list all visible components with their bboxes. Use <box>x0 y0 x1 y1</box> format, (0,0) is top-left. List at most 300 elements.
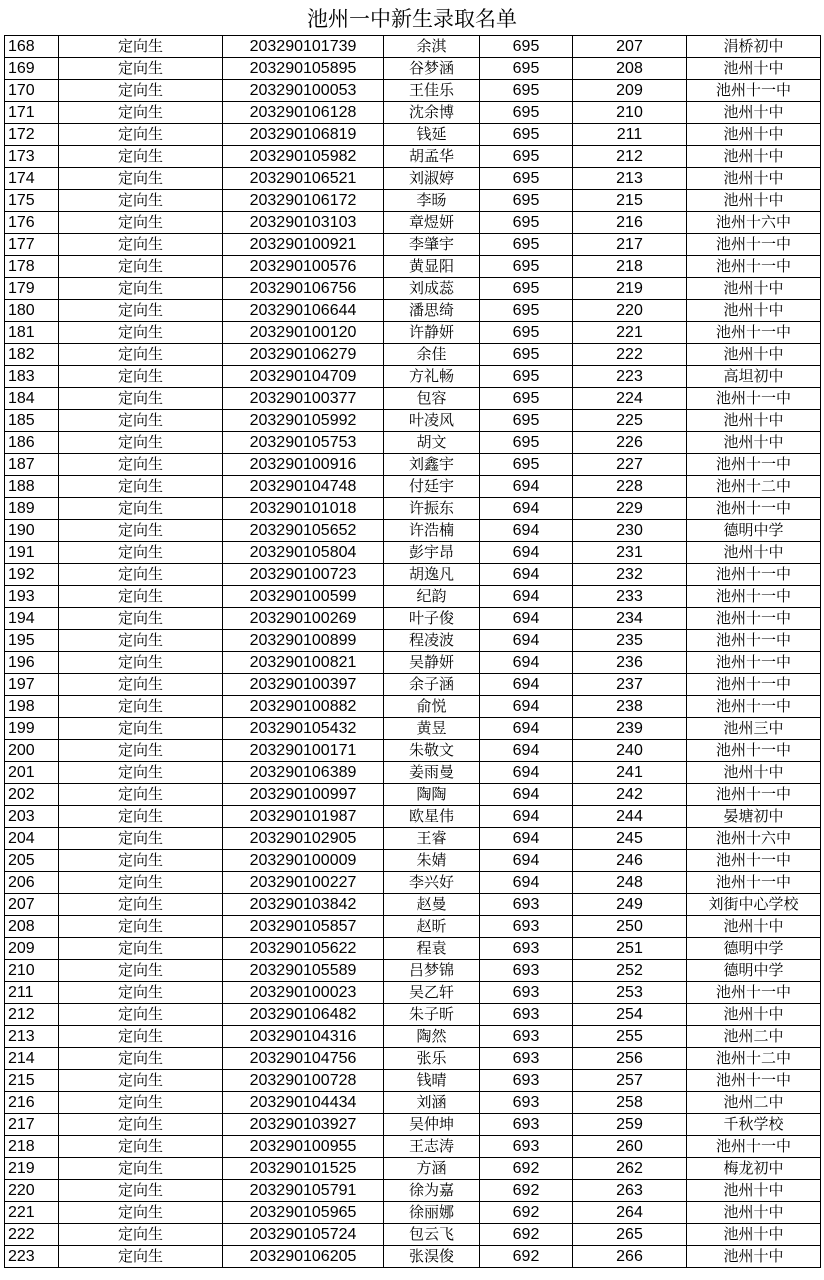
exam-number-cell: 203290106128 <box>223 102 384 124</box>
rank-cell: 245 <box>573 828 687 850</box>
school-cell: 高坦初中 <box>687 366 821 388</box>
student-name-cell: 程凌波 <box>384 630 480 652</box>
admission-table <box>4 35 821 1268</box>
score-cell: 692 <box>480 1246 573 1268</box>
admission-type-cell: 定向生 <box>59 278 223 300</box>
row-index-cell: 206 <box>5 872 59 894</box>
exam-number-cell: 203290103103 <box>223 212 384 234</box>
admission-type-cell: 定向生 <box>59 190 223 212</box>
table-row <box>5 168 821 190</box>
table-row <box>5 256 821 278</box>
table-row <box>5 454 821 476</box>
school-cell: 池州十中 <box>687 190 821 212</box>
school-cell: 池州二中 <box>687 1026 821 1048</box>
school-cell: 晏塘初中 <box>687 806 821 828</box>
rank-cell: 250 <box>573 916 687 938</box>
rank-cell: 255 <box>573 1026 687 1048</box>
student-name-cell: 包云飞 <box>384 1224 480 1246</box>
school-cell: 池州十一中 <box>687 322 821 344</box>
exam-number-cell: 203290105895 <box>223 58 384 80</box>
exam-number-cell: 203290106389 <box>223 762 384 784</box>
row-index-cell: 212 <box>5 1004 59 1026</box>
table-row <box>5 850 821 872</box>
exam-number-cell: 203290102905 <box>223 828 384 850</box>
table-row <box>5 80 821 102</box>
exam-number-cell: 203290106172 <box>223 190 384 212</box>
student-name-cell: 余淇 <box>384 36 480 58</box>
score-cell: 694 <box>480 784 573 806</box>
rank-cell: 207 <box>573 36 687 58</box>
exam-number-cell: 203290106756 <box>223 278 384 300</box>
row-index-cell: 185 <box>5 410 59 432</box>
rank-cell: 252 <box>573 960 687 982</box>
row-index-cell: 170 <box>5 80 59 102</box>
score-cell: 695 <box>480 388 573 410</box>
school-cell: 池州十中 <box>687 410 821 432</box>
student-name-cell: 王志涛 <box>384 1136 480 1158</box>
row-index-cell: 196 <box>5 652 59 674</box>
admission-type-cell: 定向生 <box>59 1114 223 1136</box>
rank-cell: 239 <box>573 718 687 740</box>
row-index-cell: 203 <box>5 806 59 828</box>
student-name-cell: 朱子昕 <box>384 1004 480 1026</box>
row-index-cell: 200 <box>5 740 59 762</box>
score-cell: 694 <box>480 630 573 652</box>
school-cell: 池州十一中 <box>687 740 821 762</box>
row-index-cell: 222 <box>5 1224 59 1246</box>
exam-number-cell: 203290104316 <box>223 1026 384 1048</box>
rank-cell: 263 <box>573 1180 687 1202</box>
score-cell: 693 <box>480 960 573 982</box>
rank-cell: 228 <box>573 476 687 498</box>
student-name-cell: 徐丽娜 <box>384 1202 480 1224</box>
exam-number-cell: 203290100997 <box>223 784 384 806</box>
student-name-cell: 俞悦 <box>384 696 480 718</box>
rank-cell: 235 <box>573 630 687 652</box>
school-cell: 池州十中 <box>687 344 821 366</box>
student-name-cell: 许浩楠 <box>384 520 480 542</box>
table-row <box>5 1136 821 1158</box>
admission-type-cell: 定向生 <box>59 674 223 696</box>
student-name-cell: 吴静妍 <box>384 652 480 674</box>
admission-type-cell: 定向生 <box>59 388 223 410</box>
score-cell: 695 <box>480 256 573 278</box>
school-cell: 梅龙初中 <box>687 1158 821 1180</box>
school-cell: 池州十中 <box>687 762 821 784</box>
exam-number-cell: 203290100377 <box>223 388 384 410</box>
table-body <box>5 36 821 1268</box>
row-index-cell: 188 <box>5 476 59 498</box>
exam-number-cell: 203290103842 <box>223 894 384 916</box>
exam-number-cell: 203290100599 <box>223 586 384 608</box>
rank-cell: 227 <box>573 454 687 476</box>
row-index-cell: 171 <box>5 102 59 124</box>
row-index-cell: 178 <box>5 256 59 278</box>
table-row <box>5 410 821 432</box>
rank-cell: 238 <box>573 696 687 718</box>
student-name-cell: 潘思绮 <box>384 300 480 322</box>
row-index-cell: 183 <box>5 366 59 388</box>
school-cell: 刘街中心学校 <box>687 894 821 916</box>
row-index-cell: 175 <box>5 190 59 212</box>
exam-number-cell: 203290106521 <box>223 168 384 190</box>
student-name-cell: 叶子俊 <box>384 608 480 630</box>
exam-number-cell: 203290106819 <box>223 124 384 146</box>
student-name-cell: 程袁 <box>384 938 480 960</box>
row-index-cell: 168 <box>5 36 59 58</box>
rank-cell: 254 <box>573 1004 687 1026</box>
student-name-cell: 胡逸凡 <box>384 564 480 586</box>
table-row <box>5 1114 821 1136</box>
exam-number-cell: 203290105804 <box>223 542 384 564</box>
score-cell: 694 <box>480 608 573 630</box>
exam-number-cell: 203290100821 <box>223 652 384 674</box>
rank-cell: 244 <box>573 806 687 828</box>
admission-type-cell: 定向生 <box>59 652 223 674</box>
exam-number-cell: 203290105982 <box>223 146 384 168</box>
school-cell: 池州十一中 <box>687 982 821 1004</box>
table-row <box>5 102 821 124</box>
score-cell: 694 <box>480 806 573 828</box>
rank-cell: 219 <box>573 278 687 300</box>
table-row <box>5 542 821 564</box>
exam-number-cell: 203290106644 <box>223 300 384 322</box>
student-name-cell: 王佳乐 <box>384 80 480 102</box>
score-cell: 692 <box>480 1158 573 1180</box>
row-index-cell: 216 <box>5 1092 59 1114</box>
admission-type-cell: 定向生 <box>59 80 223 102</box>
rank-cell: 224 <box>573 388 687 410</box>
table-row <box>5 630 821 652</box>
rank-cell: 225 <box>573 410 687 432</box>
score-cell: 692 <box>480 1202 573 1224</box>
school-cell: 池州十一中 <box>687 630 821 652</box>
table-row <box>5 696 821 718</box>
score-cell: 695 <box>480 366 573 388</box>
rank-cell: 266 <box>573 1246 687 1268</box>
school-cell: 池州十中 <box>687 58 821 80</box>
school-cell: 池州三中 <box>687 718 821 740</box>
exam-number-cell: 203290105622 <box>223 938 384 960</box>
row-index-cell: 172 <box>5 124 59 146</box>
score-cell: 694 <box>480 762 573 784</box>
rank-cell: 223 <box>573 366 687 388</box>
rank-cell: 251 <box>573 938 687 960</box>
row-index-cell: 182 <box>5 344 59 366</box>
school-cell: 池州十中 <box>687 916 821 938</box>
score-cell: 693 <box>480 1004 573 1026</box>
admission-type-cell: 定向生 <box>59 938 223 960</box>
student-name-cell: 彭宇昂 <box>384 542 480 564</box>
exam-number-cell: 203290105965 <box>223 1202 384 1224</box>
score-cell: 692 <box>480 1180 573 1202</box>
school-cell: 池州十一中 <box>687 784 821 806</box>
admission-type-cell: 定向生 <box>59 586 223 608</box>
student-name-cell: 刘鑫宇 <box>384 454 480 476</box>
student-name-cell: 徐为嘉 <box>384 1180 480 1202</box>
student-name-cell: 吴仲坤 <box>384 1114 480 1136</box>
score-cell: 694 <box>480 542 573 564</box>
admission-type-cell: 定向生 <box>59 696 223 718</box>
admission-type-cell: 定向生 <box>59 36 223 58</box>
table-row <box>5 1092 821 1114</box>
score-cell: 695 <box>480 212 573 234</box>
admission-type-cell: 定向生 <box>59 1246 223 1268</box>
row-index-cell: 192 <box>5 564 59 586</box>
school-cell: 池州十一中 <box>687 652 821 674</box>
row-index-cell: 184 <box>5 388 59 410</box>
admission-type-cell: 定向生 <box>59 850 223 872</box>
score-cell: 694 <box>480 740 573 762</box>
school-cell: 池州十一中 <box>687 674 821 696</box>
student-name-cell: 赵昕 <box>384 916 480 938</box>
table-row <box>5 872 821 894</box>
school-cell: 池州十中 <box>687 542 821 564</box>
student-name-cell: 余佳 <box>384 344 480 366</box>
student-name-cell: 陶然 <box>384 1026 480 1048</box>
exam-number-cell: 203290100921 <box>223 234 384 256</box>
row-index-cell: 223 <box>5 1246 59 1268</box>
student-name-cell: 黄昱 <box>384 718 480 740</box>
student-name-cell: 欧星伟 <box>384 806 480 828</box>
student-name-cell: 刘涵 <box>384 1092 480 1114</box>
table-row <box>5 1026 821 1048</box>
student-name-cell: 胡文 <box>384 432 480 454</box>
row-index-cell: 195 <box>5 630 59 652</box>
score-cell: 695 <box>480 146 573 168</box>
rank-cell: 210 <box>573 102 687 124</box>
score-cell: 694 <box>480 850 573 872</box>
school-cell: 池州十一中 <box>687 608 821 630</box>
rank-cell: 233 <box>573 586 687 608</box>
row-index-cell: 190 <box>5 520 59 542</box>
rank-cell: 248 <box>573 872 687 894</box>
score-cell: 694 <box>480 520 573 542</box>
table-row <box>5 1246 821 1268</box>
score-cell: 694 <box>480 564 573 586</box>
student-name-cell: 黄显阳 <box>384 256 480 278</box>
exam-number-cell: 203290101018 <box>223 498 384 520</box>
table-row <box>5 916 821 938</box>
admission-type-cell: 定向生 <box>59 454 223 476</box>
row-index-cell: 176 <box>5 212 59 234</box>
table-row <box>5 982 821 1004</box>
score-cell: 693 <box>480 916 573 938</box>
school-cell: 池州十一中 <box>687 1070 821 1092</box>
rank-cell: 208 <box>573 58 687 80</box>
exam-number-cell: 203290100728 <box>223 1070 384 1092</box>
school-cell: 池州十一中 <box>687 564 821 586</box>
rank-cell: 236 <box>573 652 687 674</box>
admission-type-cell: 定向生 <box>59 124 223 146</box>
row-index-cell: 169 <box>5 58 59 80</box>
row-index-cell: 204 <box>5 828 59 850</box>
student-name-cell: 王睿 <box>384 828 480 850</box>
admission-type-cell: 定向生 <box>59 476 223 498</box>
student-name-cell: 许振东 <box>384 498 480 520</box>
admission-type-cell: 定向生 <box>59 344 223 366</box>
exam-number-cell: 203290106279 <box>223 344 384 366</box>
score-cell: 693 <box>480 1136 573 1158</box>
school-cell: 池州十中 <box>687 432 821 454</box>
score-cell: 694 <box>480 828 573 850</box>
school-cell: 池州十一中 <box>687 80 821 102</box>
exam-number-cell: 203290100053 <box>223 80 384 102</box>
rank-cell: 226 <box>573 432 687 454</box>
admission-type-cell: 定向生 <box>59 630 223 652</box>
admission-type-cell: 定向生 <box>59 322 223 344</box>
row-index-cell: 218 <box>5 1136 59 1158</box>
exam-number-cell: 203290100723 <box>223 564 384 586</box>
admission-type-cell: 定向生 <box>59 410 223 432</box>
table-row <box>5 1202 821 1224</box>
admission-type-cell: 定向生 <box>59 960 223 982</box>
school-cell: 池州十中 <box>687 1202 821 1224</box>
exam-number-cell: 203290105652 <box>223 520 384 542</box>
student-name-cell: 余子涵 <box>384 674 480 696</box>
rank-cell: 240 <box>573 740 687 762</box>
admission-type-cell: 定向生 <box>59 894 223 916</box>
score-cell: 693 <box>480 894 573 916</box>
table-row <box>5 146 821 168</box>
rank-cell: 209 <box>573 80 687 102</box>
score-cell: 695 <box>480 432 573 454</box>
table-row <box>5 652 821 674</box>
school-cell: 池州十中 <box>687 278 821 300</box>
table-row <box>5 344 821 366</box>
admission-type-cell: 定向生 <box>59 718 223 740</box>
sheet-title: 池州一中新生录取名单 <box>307 7 517 31</box>
table-row <box>5 938 821 960</box>
exam-number-cell: 203290105589 <box>223 960 384 982</box>
exam-number-cell: 203290106205 <box>223 1246 384 1268</box>
table-row <box>5 586 821 608</box>
admission-type-cell: 定向生 <box>59 564 223 586</box>
table-row <box>5 960 821 982</box>
score-cell: 693 <box>480 1114 573 1136</box>
row-index-cell: 187 <box>5 454 59 476</box>
table-row <box>5 58 821 80</box>
score-cell: 695 <box>480 58 573 80</box>
admission-type-cell: 定向生 <box>59 784 223 806</box>
admission-type-cell: 定向生 <box>59 1092 223 1114</box>
score-cell: 694 <box>480 718 573 740</box>
student-name-cell: 吕梦锦 <box>384 960 480 982</box>
admission-type-cell: 定向生 <box>59 212 223 234</box>
row-index-cell: 213 <box>5 1026 59 1048</box>
score-cell: 693 <box>480 982 573 1004</box>
student-name-cell: 纪韵 <box>384 586 480 608</box>
table-row <box>5 278 821 300</box>
admission-type-cell: 定向生 <box>59 58 223 80</box>
score-cell: 695 <box>480 322 573 344</box>
admission-type-cell: 定向生 <box>59 608 223 630</box>
admission-type-cell: 定向生 <box>59 1048 223 1070</box>
score-cell: 694 <box>480 696 573 718</box>
table-row <box>5 784 821 806</box>
row-index-cell: 210 <box>5 960 59 982</box>
rank-cell: 218 <box>573 256 687 278</box>
admission-type-cell: 定向生 <box>59 300 223 322</box>
student-name-cell: 方礼畅 <box>384 366 480 388</box>
row-index-cell: 221 <box>5 1202 59 1224</box>
student-name-cell: 沈余博 <box>384 102 480 124</box>
rank-cell: 220 <box>573 300 687 322</box>
rank-cell: 221 <box>573 322 687 344</box>
table-row <box>5 190 821 212</box>
score-cell: 692 <box>480 1224 573 1246</box>
table-row <box>5 1004 821 1026</box>
student-name-cell: 朱敬文 <box>384 740 480 762</box>
school-cell: 池州十六中 <box>687 828 821 850</box>
score-cell: 695 <box>480 124 573 146</box>
school-cell: 池州十中 <box>687 102 821 124</box>
score-cell: 694 <box>480 652 573 674</box>
school-cell: 池州十中 <box>687 124 821 146</box>
table-row <box>5 1158 821 1180</box>
table-row <box>5 828 821 850</box>
rank-cell: 256 <box>573 1048 687 1070</box>
row-index-cell: 173 <box>5 146 59 168</box>
school-cell: 池州二中 <box>687 1092 821 1114</box>
row-index-cell: 194 <box>5 608 59 630</box>
table-row <box>5 718 821 740</box>
row-index-cell: 181 <box>5 322 59 344</box>
student-name-cell: 李旸 <box>384 190 480 212</box>
exam-number-cell: 203290100269 <box>223 608 384 630</box>
student-name-cell: 朱婧 <box>384 850 480 872</box>
student-name-cell: 刘成蕊 <box>384 278 480 300</box>
rank-cell: 216 <box>573 212 687 234</box>
row-index-cell: 180 <box>5 300 59 322</box>
admission-type-cell: 定向生 <box>59 916 223 938</box>
admission-type-cell: 定向生 <box>59 146 223 168</box>
row-index-cell: 199 <box>5 718 59 740</box>
admission-type-cell: 定向生 <box>59 1202 223 1224</box>
rank-cell: 211 <box>573 124 687 146</box>
school-cell: 池州十中 <box>687 1246 821 1268</box>
table-row <box>5 1180 821 1202</box>
exam-number-cell: 203290100916 <box>223 454 384 476</box>
admission-type-cell: 定向生 <box>59 256 223 278</box>
school-cell: 池州十中 <box>687 1180 821 1202</box>
school-cell: 千秋学校 <box>687 1114 821 1136</box>
table-row <box>5 1048 821 1070</box>
table-row <box>5 1070 821 1092</box>
school-cell: 池州十一中 <box>687 234 821 256</box>
score-cell: 693 <box>480 1026 573 1048</box>
table-row <box>5 520 821 542</box>
rank-cell: 249 <box>573 894 687 916</box>
student-name-cell: 方涵 <box>384 1158 480 1180</box>
school-cell: 池州十中 <box>687 168 821 190</box>
rank-cell: 237 <box>573 674 687 696</box>
score-cell: 694 <box>480 674 573 696</box>
table-row <box>5 388 821 410</box>
row-index-cell: 202 <box>5 784 59 806</box>
score-cell: 695 <box>480 234 573 256</box>
admission-type-cell: 定向生 <box>59 872 223 894</box>
admission-type-cell: 定向生 <box>59 740 223 762</box>
school-cell: 池州十一中 <box>687 388 821 410</box>
admission-type-cell: 定向生 <box>59 1158 223 1180</box>
row-index-cell: 189 <box>5 498 59 520</box>
table-row <box>5 36 821 58</box>
score-cell: 693 <box>480 1048 573 1070</box>
school-cell: 池州十二中 <box>687 1048 821 1070</box>
school-cell: 池州十一中 <box>687 850 821 872</box>
rank-cell: 257 <box>573 1070 687 1092</box>
